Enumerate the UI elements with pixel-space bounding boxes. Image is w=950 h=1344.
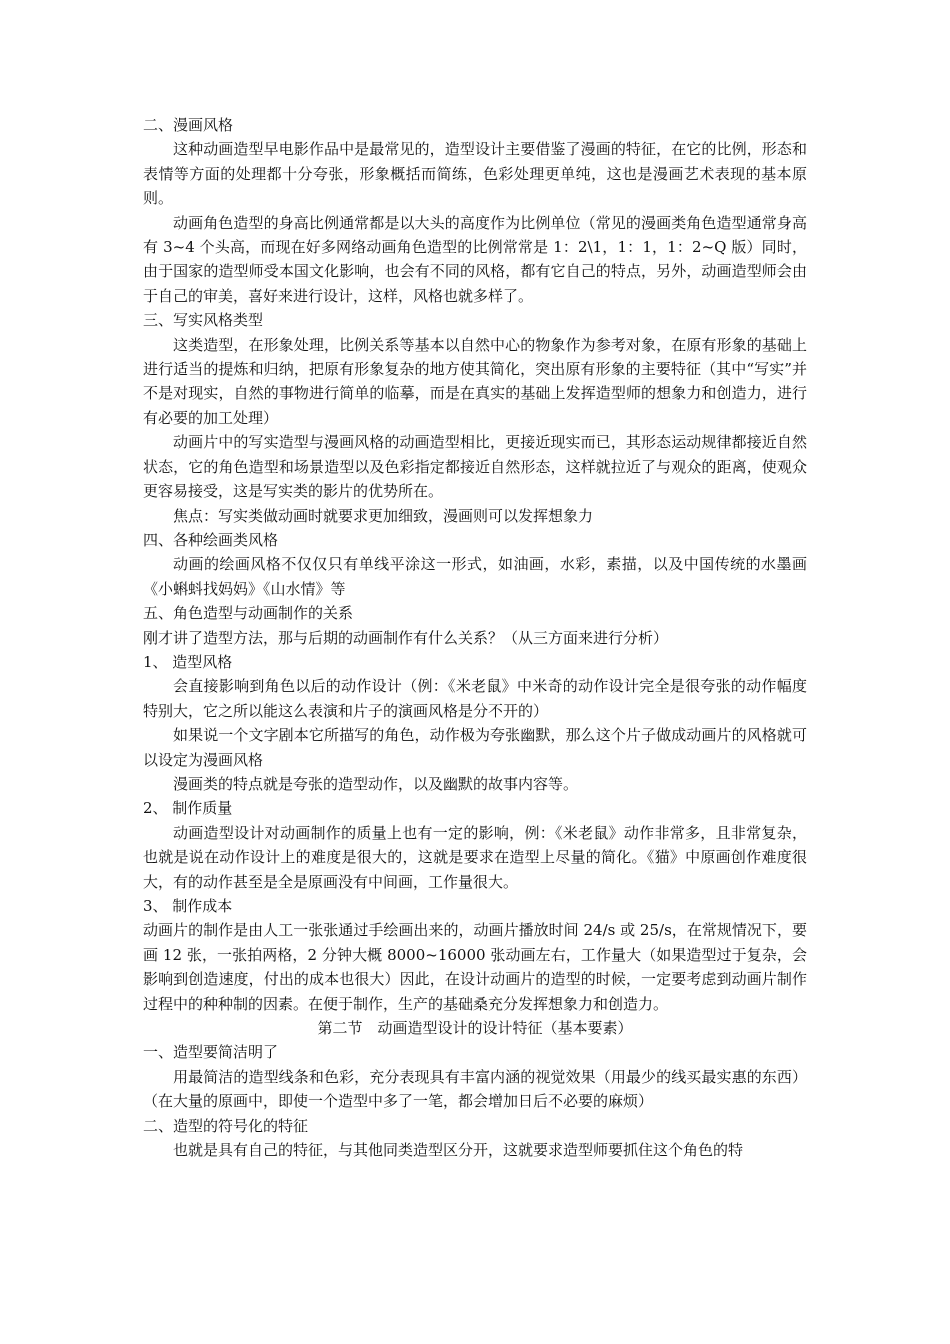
paragraph-symbolic: 也就是具有自己的特征，与其他同类造型区分开，这就要求造型师要抓住这个角色的特 bbox=[173, 1141, 744, 1160]
heading-realistic-style: 三、写实风格类型 bbox=[143, 311, 264, 330]
paragraph-realistic-intro: 这类造型，在形象处理，比例关系等基本以自然中心的物象作为参考对象，在原有形象的基础上进行适当的提炼和归纳，把原有形象复杂的地方使其简化，突出原有形象的主要特征（其中“写实”并不是对现实，自然的事物进行简单的临摹，而是在真实的基础上发挥造型师的想象力和创造力，进行有必要的加工处理） bbox=[143, 335, 807, 427]
heading-painting-style: 四、各种绘画类风格 bbox=[143, 530, 279, 549]
paragraph-style-impact: 会直接影响到角色以后的动作设计（例：《米老鼠》中米奇的动作设计完全是很夸张的动作幅度特别大，它之所以能这么表演和片子的演画风格是分不开的） bbox=[143, 677, 807, 720]
paragraph-cost: 动画片的制作是由人工一张张通过手绘画出来的，动画片播放时间 24/s 或 25/s，在常规情况下，要画 12 张，一张拍两格，2 分钟大概 8000~16000 张动画左右，工作量大（如果造型过于复杂，会影响到创造速度，付出的成本也很大）因此，在设计动画片的造型的时候，一定要考虑到动画片制作过程中的种种制的因素。在便于制作，生产的基础桑充分发挥想象力和创造力。 bbox=[143, 921, 807, 1013]
subheading-cost: 3、 制作成本 bbox=[143, 897, 233, 915]
paragraph-realistic-compare: 动画片中的写实造型与漫画风格的动画造型相比，更接近现实而已，其形态运动规律都接近自然状态，它的角色造型和场景造型以及色彩指定都接近自然形态，这样就拉近了与观众的距离，使观众更容易接受，这是写实类的影片的优势所在。 bbox=[143, 433, 807, 501]
subheading-quality: 2、 制作质量 bbox=[143, 799, 233, 818]
subheading-style: 1、 造型风格 bbox=[143, 652, 233, 671]
section-title: 第二节 动画造型设计的设计特征（基本要素） bbox=[317, 1019, 633, 1038]
paragraph-painting: 动画的绘画风格不仅仅只有单线平涂这一形式，如油画，水彩，素描，以及中国传统的水墨画《小蝌蚪找妈妈》《山水情》等 bbox=[143, 555, 807, 598]
document-page bbox=[143, 113, 807, 1162]
heading-simple: 一、造型要简洁明了 bbox=[143, 1043, 279, 1062]
paragraph-focus: 焦点：写实类做动画时就要求更加细致，漫画则可以发挥想象力 bbox=[173, 506, 594, 525]
paragraph-proportion: 动画角色造型的身高比例通常都是以大头的高度作为比例单位（常见的漫画类角色造型通常身高有 3~4 个头高，而现在好多网络动画角色造型的比例常常是 1：2\1，1：1，1：2~Q 版）同时，由于国家的造型师受本国文化影响，也会有不同的风格，都有它自己的特点，另外，动画造型师会由于自己的审美，喜好来进行设计，这样，风格也就多样了。 bbox=[143, 213, 807, 305]
paragraph-quality: 动画造型设计对动画制作的质量上也有一定的影响，例：《米老鼠》动作非常多，且非常复杂，也就是说在动作设计上的难度是很大的，这就是要求在造型上尽量的简化。《猫》中原画创作难度很大，有的动作甚至是全是原画没有中间画，工作量很大。 bbox=[143, 823, 807, 891]
paragraph-simple: 用最简洁的造型线条和色彩，充分表现具有丰富内涵的视觉效果（用最少的线买最实惠的东西）（在大量的原画中，即使一个造型中多了一笔，都会增加日后不必要的麻烦） bbox=[143, 1067, 807, 1111]
heading-manga-style: 二、漫画风格 bbox=[143, 116, 234, 134]
heading-relation: 五、角色造型与动画制作的关系 bbox=[143, 604, 354, 623]
paragraph-manga-feature: 漫画类的特点就是夸张的造型动作，以及幽默的故事内容等。 bbox=[173, 774, 579, 793]
paragraph-relation-intro: 刚才讲了造型方法，那与后期的动画制作有什么关系？（从三方面来进行分析） bbox=[143, 628, 669, 647]
paragraph-manga-intro: 这种动画造型早电影作品中是最常见的，造型设计主要借鉴了漫画的特征，在它的比例，形态和表情等方面的处理都十分夸张，形象概括而简练，色彩处理更单纯，这也是漫画艺术表现的基本原则。 bbox=[143, 140, 807, 208]
paragraph-script: 如果说一个文字剧本它所描写的角色，动作极为夸张幽默，那么这个片子做成动画片的风格就可以设定为漫画风格 bbox=[143, 726, 807, 769]
heading-symbolic: 二、造型的符号化的特征 bbox=[143, 1116, 309, 1135]
